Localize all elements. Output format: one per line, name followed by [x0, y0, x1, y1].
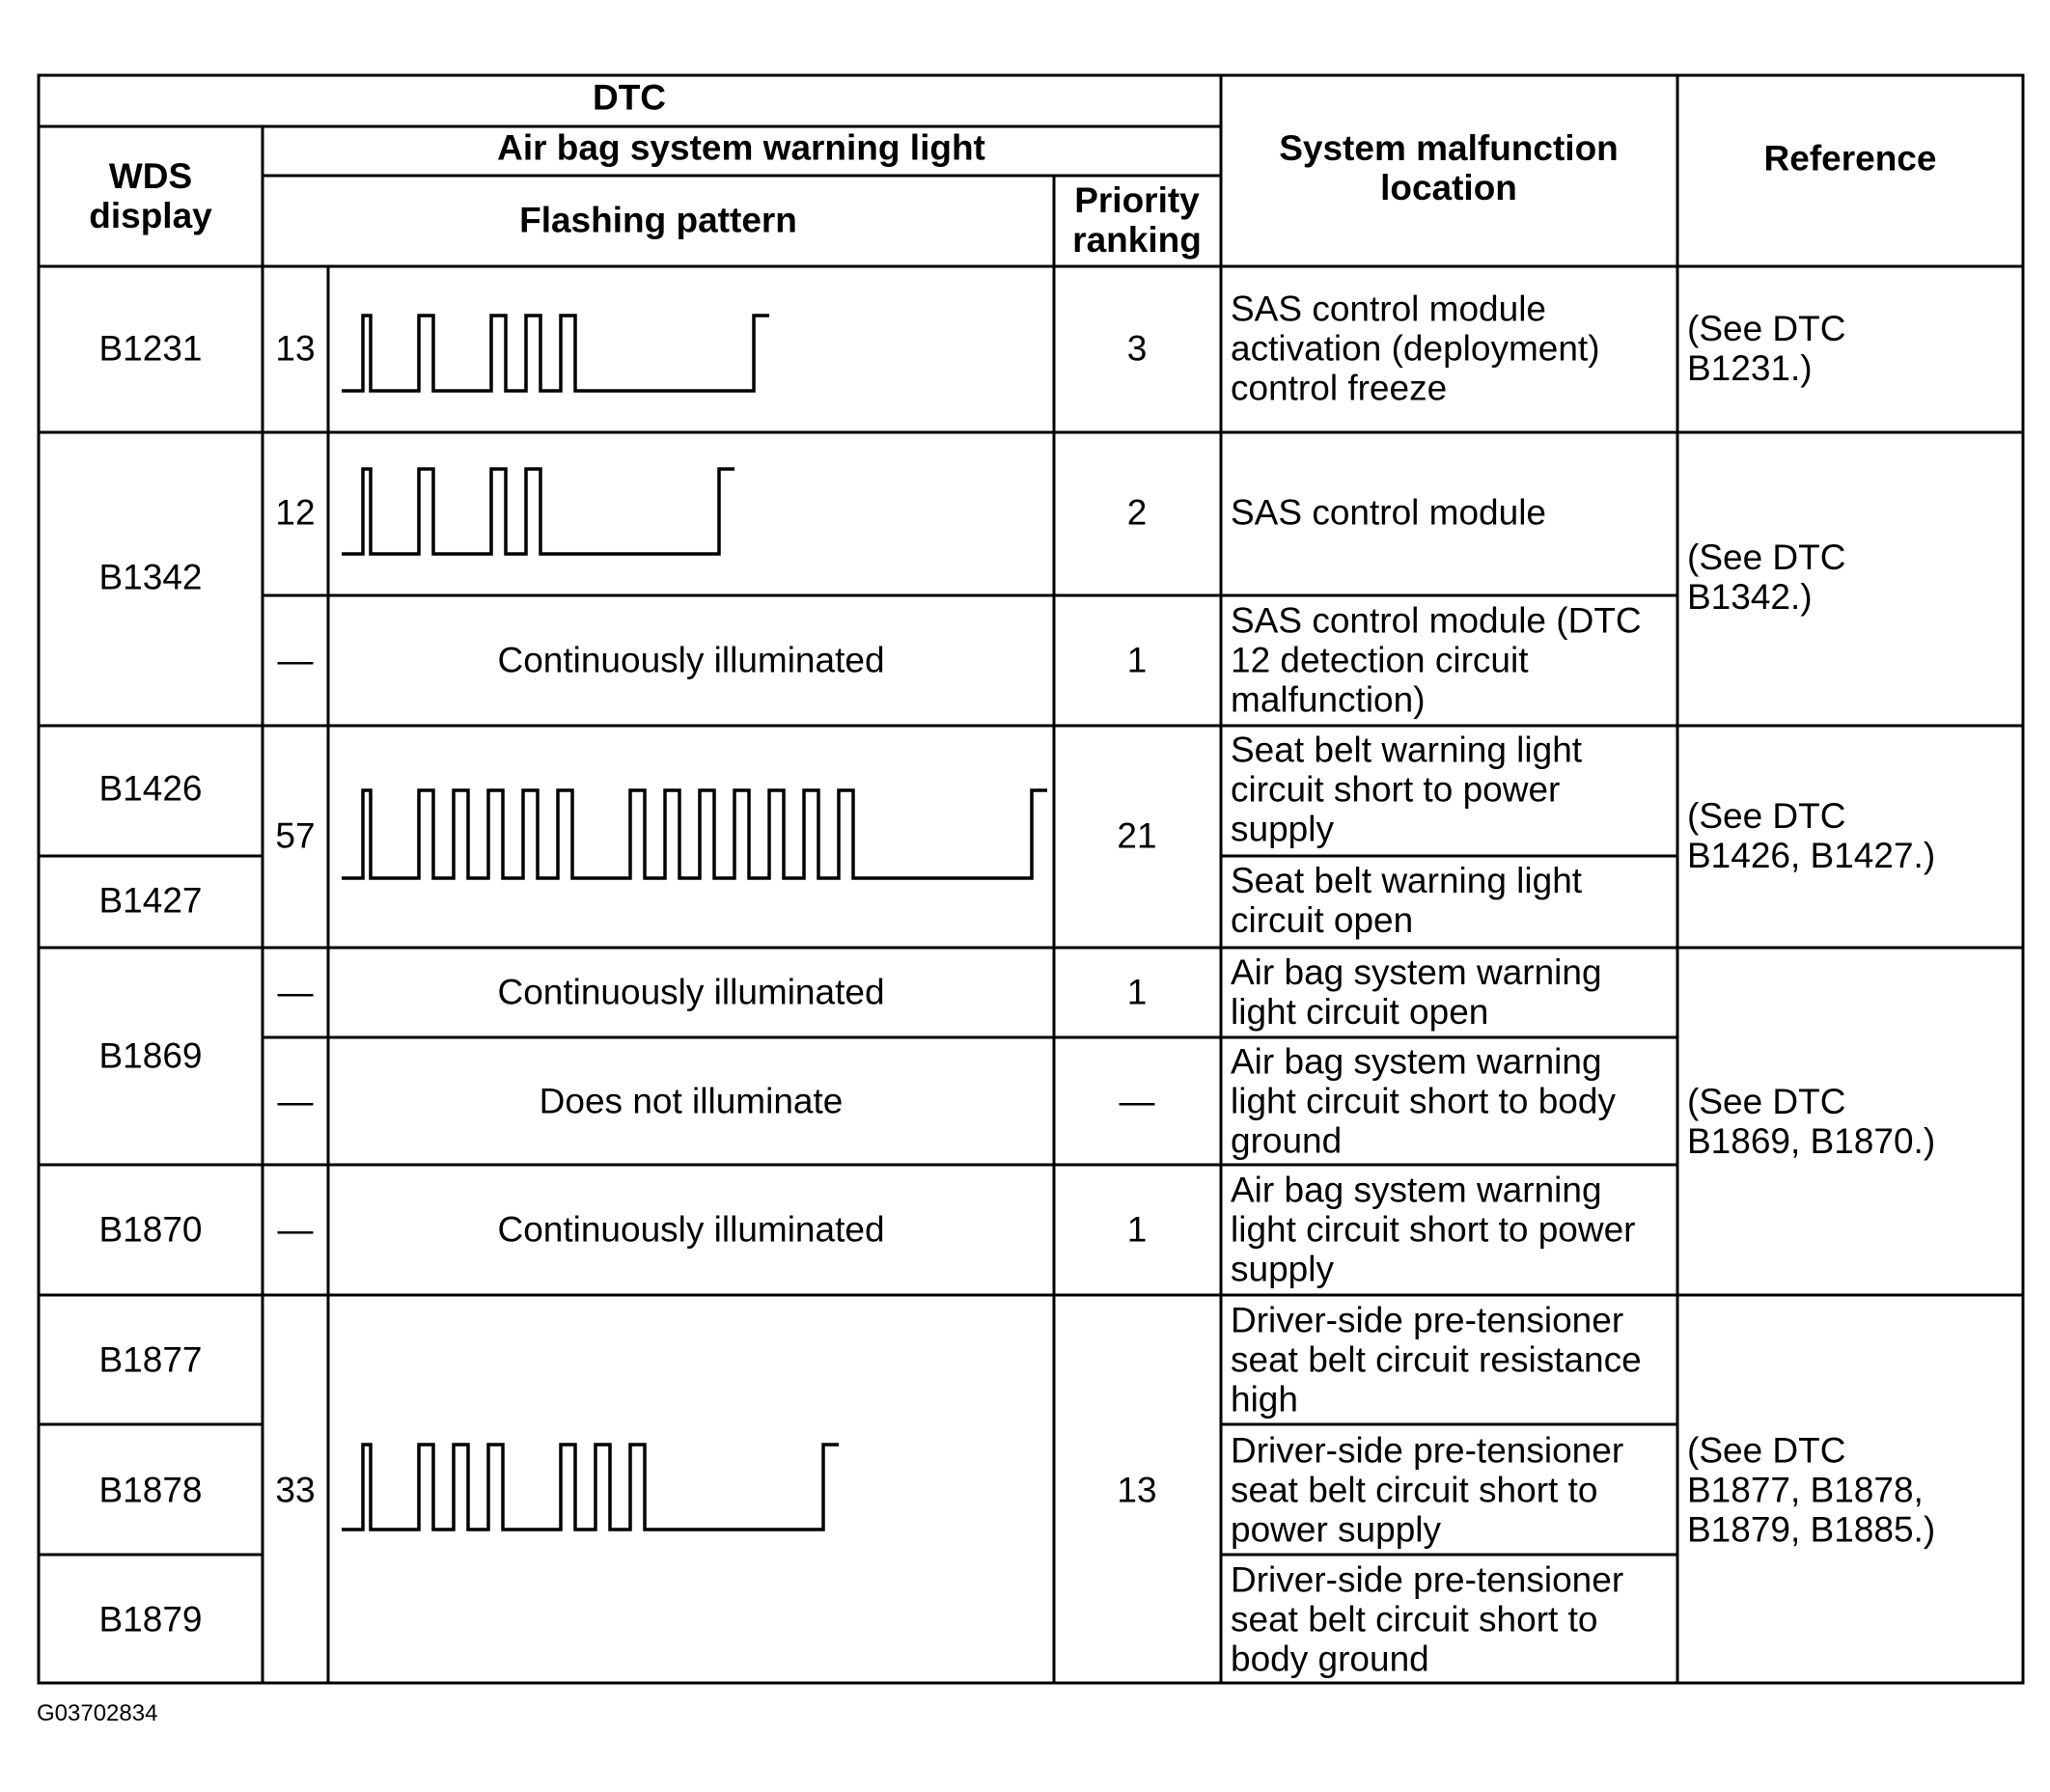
reference-text: (See DTC B1342.): [1687, 538, 1846, 617]
flashing-pattern-text: Does not illuminate: [539, 1081, 844, 1121]
wds-code: B1878: [98, 1470, 203, 1510]
header-malfunction-location: System malfunction location: [1279, 128, 1619, 207]
flashing-pattern-waveform: [342, 469, 734, 554]
reference-text: (See DTC B1869, B1870.): [1687, 1082, 1936, 1161]
flash-code: —: [277, 640, 314, 680]
flashing-pattern-waveform: [342, 790, 1047, 878]
reference-text: (See DTC B1877, B1878, B1879, B1885.): [1687, 1430, 1936, 1550]
malfunction-location: SAS control module activation (deployment) control freeze: [1231, 289, 1600, 408]
malfunction-location: Driver-side pre-tensioner seat belt circuit short to body ground: [1231, 1559, 1624, 1679]
priority-value: 13: [1117, 1470, 1157, 1510]
flash-code: 12: [275, 492, 316, 533]
wds-code: B1342: [98, 557, 203, 597]
priority-value: 1: [1126, 640, 1148, 680]
flash-code: 13: [275, 328, 316, 369]
flashing-pattern-text: Continuously illuminated: [497, 640, 885, 680]
priority-value: 1: [1126, 1209, 1148, 1250]
header-wds-display: WDS display: [89, 156, 212, 235]
reference-text: (See DTC B1426, B1427.): [1687, 796, 1936, 875]
flash-code: —: [277, 1209, 314, 1250]
malfunction-location: Seat belt warning light circuit short to power supply: [1231, 730, 1583, 849]
waveform-line: [342, 316, 769, 391]
waveform-line: [342, 790, 1047, 878]
malfunction-location: Air bag system warning light circuit short to power supply: [1231, 1170, 1636, 1289]
header-flashing-pattern: Flashing pattern: [519, 200, 797, 240]
malfunction-location: Driver-side pre-tensioner seat belt circuit resistance high: [1231, 1300, 1642, 1420]
flashing-pattern-text: Continuously illuminated: [497, 1209, 885, 1250]
malfunction-location: Driver-side pre-tensioner seat belt circuit short to power supply: [1231, 1430, 1624, 1550]
malfunction-location: SAS control module: [1231, 492, 1547, 533]
waveform-line: [342, 469, 734, 554]
priority-value: 3: [1126, 328, 1148, 369]
flash-code: —: [277, 972, 314, 1012]
flashing-pattern-text: Continuously illuminated: [497, 972, 885, 1012]
reference-text: (See DTC B1231.): [1687, 309, 1846, 388]
malfunction-location: SAS control module (DTC 12 detection circuit malfunction): [1231, 600, 1642, 720]
figure-code: G03702834: [37, 1700, 158, 1726]
wds-code: B1869: [98, 1035, 203, 1076]
header-priority-ranking: Priority ranking: [1072, 180, 1202, 260]
flash-code: 57: [275, 815, 316, 856]
priority-value: —: [1119, 1081, 1155, 1121]
wds-code: B1426: [98, 768, 203, 809]
malfunction-location: Seat belt warning light circuit open: [1231, 861, 1583, 940]
wds-code: B1879: [98, 1599, 203, 1640]
flash-code: 33: [275, 1470, 316, 1510]
priority-value: 21: [1117, 815, 1157, 856]
wds-code: B1870: [98, 1209, 203, 1250]
flashing-pattern-waveform: [342, 316, 769, 391]
priority-value: 2: [1126, 492, 1148, 533]
header-dtc: DTC: [592, 77, 667, 118]
malfunction-location: Air bag system warning light circuit open: [1231, 952, 1602, 1032]
wds-code: B1427: [98, 880, 203, 921]
wds-code: B1231: [98, 328, 203, 369]
priority-value: 1: [1126, 972, 1148, 1012]
flashing-pattern-waveform: [342, 1445, 839, 1530]
waveform-line: [342, 1445, 839, 1530]
header-warning-light: Air bag system warning light: [497, 127, 985, 168]
malfunction-location: Air bag system warning light circuit short to body ground: [1231, 1041, 1616, 1161]
wds-code: B1877: [98, 1339, 203, 1380]
header-reference: Reference: [1763, 138, 1937, 179]
flash-code: —: [277, 1081, 314, 1121]
